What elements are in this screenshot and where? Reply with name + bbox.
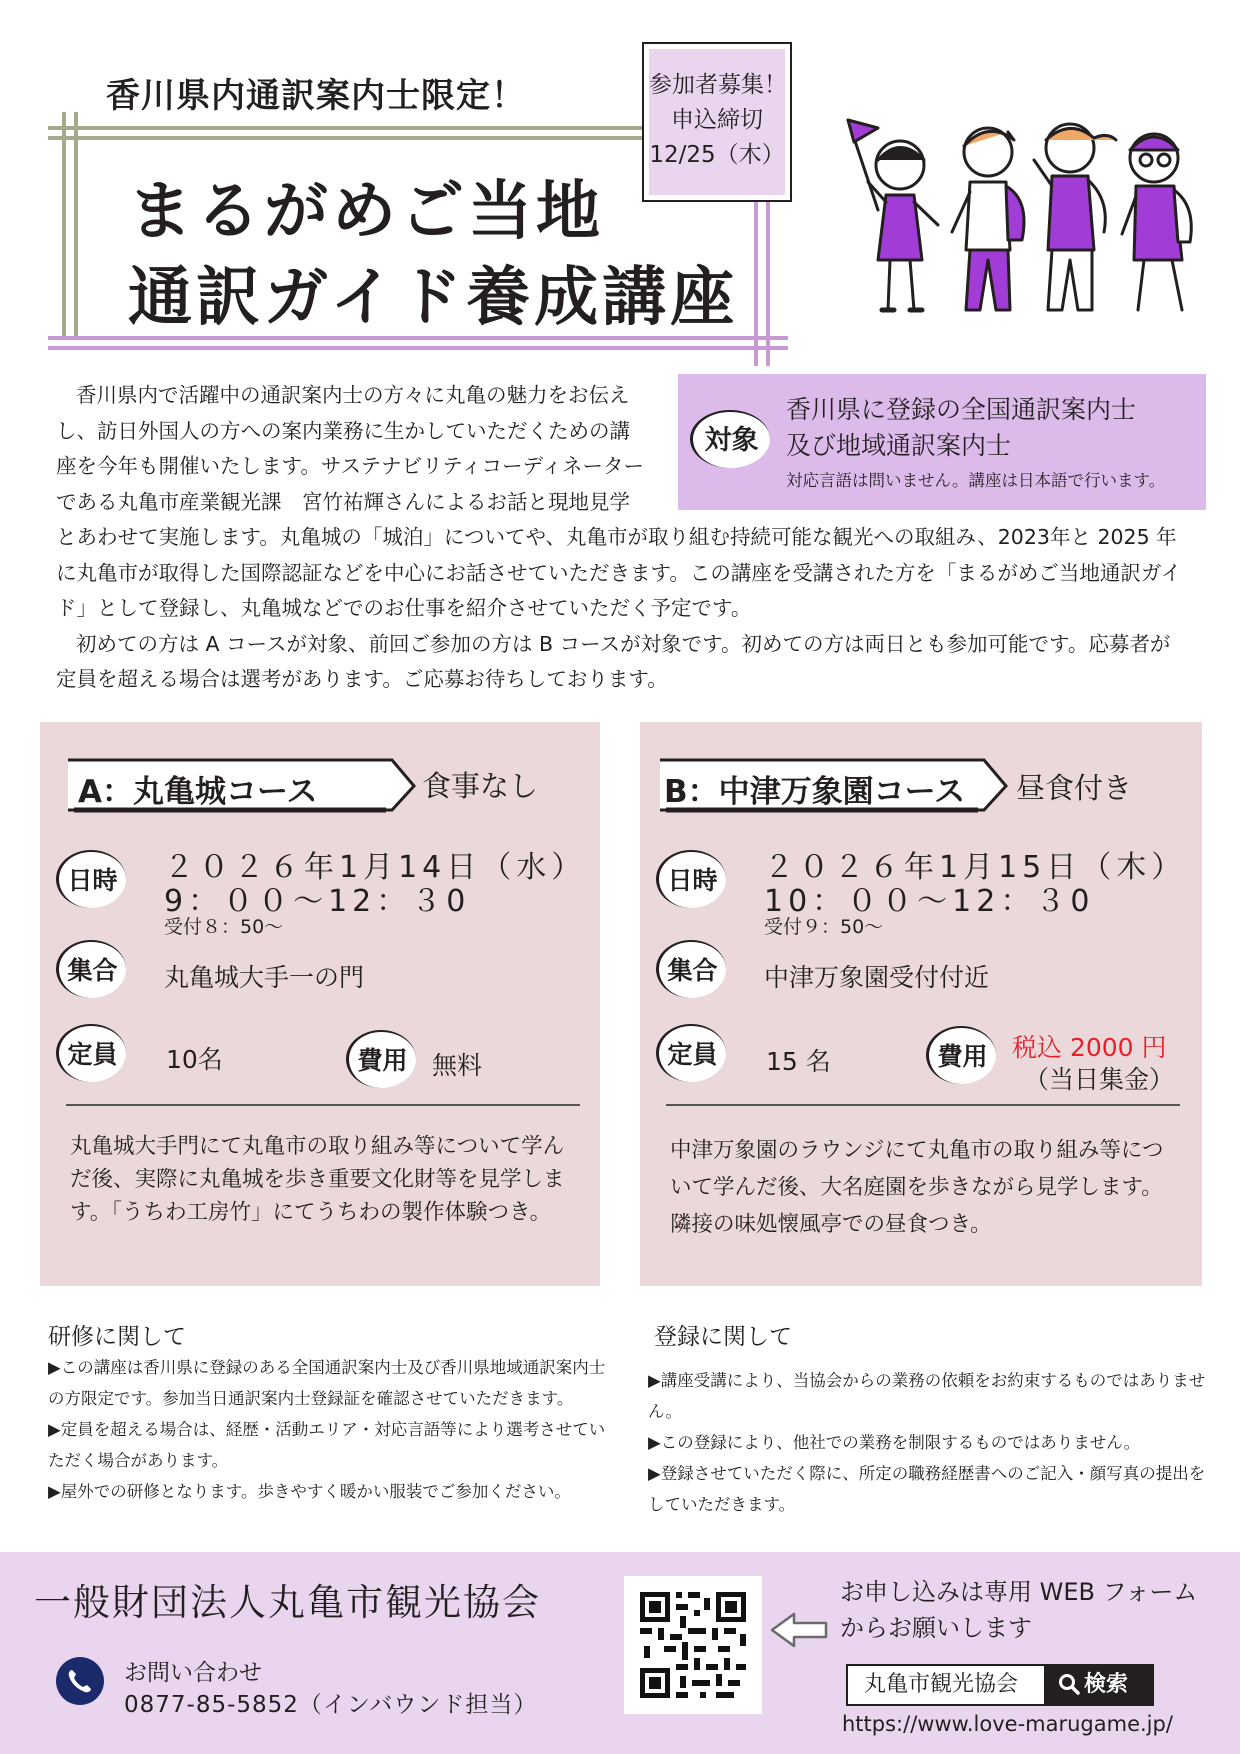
qr-code[interactable] — [624, 1576, 762, 1714]
registration-heading: 登録に関して — [654, 1324, 792, 1350]
course-a-description: 丸亀城大手門にて丸亀市の取り組み等について学んだ後、実際に丸亀城を歩き重要文化財等を見学します。「うちわ工房竹」にてうちわの製作体験つき。 — [70, 1134, 565, 1225]
search-icon — [1058, 1664, 1080, 1706]
course-b-fee-seal: 費用 — [926, 1026, 996, 1084]
badge-line-1: 参加者募集！ — [649, 72, 787, 98]
badge-line-2: 申込締切 — [671, 107, 763, 133]
intro-paragraph-1: 香川県内で活躍中の通訳案内士の方々に丸亀の魅力をお伝えし、訪日外国人の方への案内業務に生かしていただくための講座を今年も開催いたします。サステナビリティコーディネーターである丸亀市産業観光課 宮竹祐輝さんによるお話と現地見学とあわせて実施します。丸亀城の「城泊」についてや、丸亀市が取り組む持続可能な観光への取組み、2023年と 2025 年に丸亀市が取得した国際認証などを中心にお話させていただきます。この講座を受講された方を「まるがめご当地通訳ガイド」として登録し、丸亀城などでのお仕事を紹介させていただく予定です。 — [56, 383, 1182, 620]
course-b-reception: 受付９：50～ — [764, 916, 884, 938]
course-a-fee: 無料 — [432, 1051, 483, 1080]
course-a-divider — [66, 1104, 580, 1106]
course-a-meet-seal: 集合 — [56, 940, 126, 998]
target-line-2: 及び地域通訳案内士 — [786, 431, 1012, 460]
apply-text — [840, 1574, 1197, 1646]
arrow-left-icon — [768, 1608, 832, 1654]
search-button-label: 検索 — [1084, 1672, 1129, 1697]
registration-item: ▶講座受講により、当協会からの業務の依頼をお約束するものではありません。 — [648, 1371, 1206, 1421]
registration-item: ▶この登録により、他社での業務を制限するものではありません。 — [648, 1433, 1141, 1452]
course-b-fee: 税込 2000 円 — [1012, 1033, 1167, 1062]
training-item: ▶この講座は香川県に登録のある全国通訳案内士及び香川県地域通訳案内士の方限定です。参加当日通訳案内士登録証を確認させていただきます。 — [48, 1358, 606, 1408]
badge-line-3: 12/25（木） — [649, 142, 785, 168]
contact-label: お問い合わせ — [124, 1660, 262, 1686]
course-a-reception: 受付８：50～ — [164, 916, 284, 938]
course-b-meal: 昼食付き — [1016, 771, 1133, 805]
course-b-time: 10：００～12：３0 — [764, 884, 1095, 919]
course-a-date-seal: 日時 — [56, 850, 126, 908]
course-b-capacity-seal: 定員 — [656, 1024, 726, 1082]
target-note: 対応言語は問いません。講座は日本語で行います。 — [786, 471, 1166, 490]
course-a-date: ２０２６年1月14日（水） — [164, 850, 587, 885]
course-a-capacity: 10名 — [166, 1045, 223, 1074]
course-b-description: 中津万象園のラウンジにて丸亀市の取り組み等について学んだ後、大名庭園を歩きながら見学します。隣接の味処懐風亭での昼食つき。 — [670, 1138, 1164, 1237]
course-a-time: 9：００～12：３0 — [164, 884, 471, 919]
training-heading: 研修に関して — [48, 1324, 186, 1350]
course-a-capacity-seal: 定員 — [56, 1024, 126, 1082]
intro-text — [56, 378, 1188, 698]
course-b-meet: 中津万象園受付付近 — [764, 963, 990, 992]
search-input[interactable]: 丸亀市観光協会 — [846, 1664, 1046, 1706]
limited-heading: 香川県内通訳案内士限定！ — [106, 76, 526, 116]
contact-number[interactable]: 0877-85-5852（インバウンド担当） — [124, 1692, 538, 1718]
intro-paragraph-2: 初めての方は A コースが対象、前回ご参加の方は B コースが対象です。初めての方は両日とも参加可能です。応募者が定員を超える場合は選考があります。ご応募お待ちしております。 — [56, 631, 1171, 691]
course-a-title: A：丸亀城コース — [78, 774, 318, 810]
organization-name: 一般財団法人丸亀市観光協会 — [34, 1581, 541, 1624]
registration-item: ▶登録させていただく際に、所定の職務経歴書へのご記入・顔写真の提出をしていただきます。 — [648, 1464, 1206, 1514]
training-list — [48, 1352, 608, 1507]
title-line-1: まるがめご当地 — [128, 175, 604, 249]
search-button[interactable] — [1046, 1664, 1154, 1706]
registration-list — [648, 1365, 1208, 1520]
training-item: ▶定員を超える場合は、経歴・活動エリア・対応言語等により選考させていただく場合があります。 — [48, 1420, 606, 1470]
course-b-meet-seal: 集合 — [656, 940, 726, 998]
course-b-fee-note: （当日集金） — [1024, 1065, 1175, 1094]
apply-line-1: お申し込みは専用 WEB フォーム — [840, 1578, 1198, 1606]
course-b-divider — [666, 1104, 1180, 1106]
training-item: ▶屋外での研修となります。歩きやすく暖かい服装でご参加ください。 — [48, 1482, 571, 1501]
target-line-1: 香川県に登録の全国通訳案内士 — [786, 395, 1137, 424]
course-a-meet: 丸亀城大手一の門 — [164, 963, 365, 992]
course-b-title: B：中津万象園コース — [664, 774, 966, 810]
course-a-meal: 食事なし — [422, 769, 539, 803]
website-url[interactable]: https://www.love-marugame.jp/ — [842, 1712, 1173, 1736]
course-b-date-seal: 日時 — [656, 850, 726, 908]
course-b-date: ２０２６年1月15日（木） — [764, 850, 1187, 885]
course-a-fee-seal: 費用 — [346, 1030, 416, 1088]
title-line-2: 通訳ガイド養成講座 — [128, 261, 739, 335]
guide-group-illustration — [838, 110, 1222, 340]
apply-line-2: からお願いします — [840, 1614, 1032, 1642]
target-seal: 対象 — [690, 410, 770, 468]
course-b-capacity: 15 名 — [766, 1047, 831, 1076]
phone-icon — [56, 1657, 104, 1705]
